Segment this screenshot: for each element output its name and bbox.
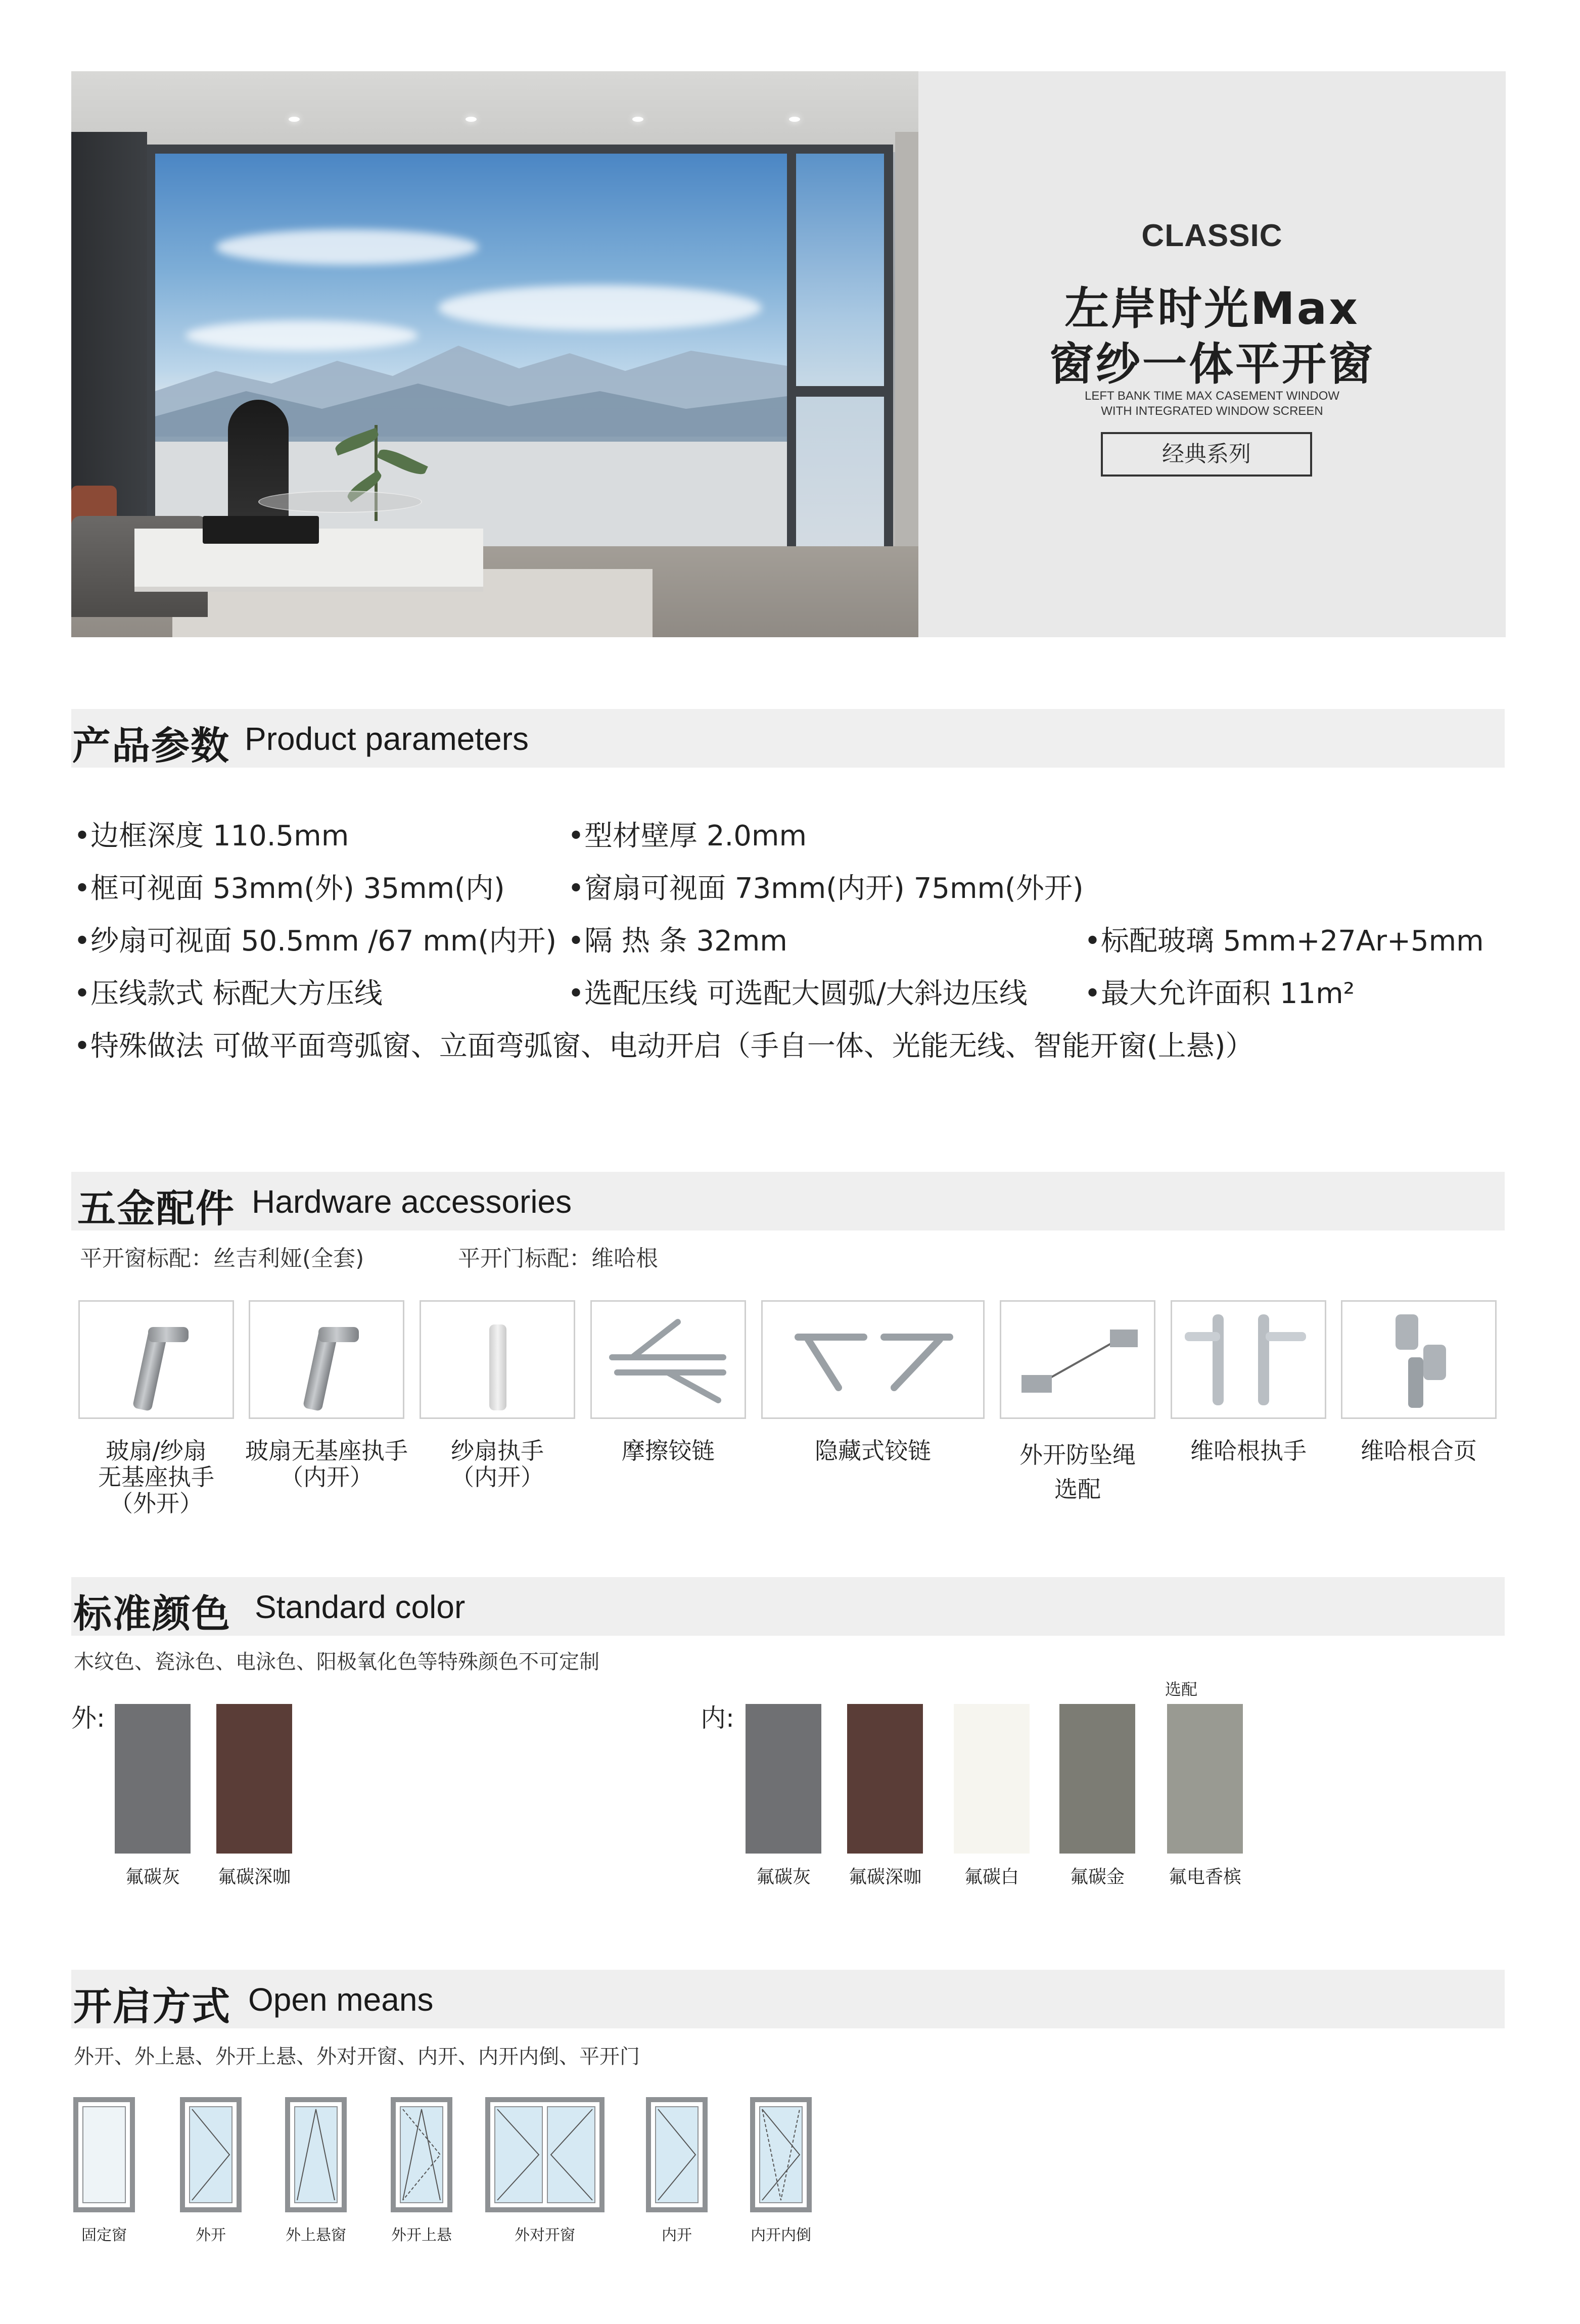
hw-item-1 — [78, 1300, 234, 1419]
hw-label-5: 隐藏式铰链 — [815, 1437, 931, 1464]
safety-cable-icon — [1001, 1302, 1154, 1417]
open-label-inward: 内开 — [662, 2226, 692, 2244]
open-label-outward: 外开 — [196, 2226, 226, 2244]
swatch-inner-champagne — [1167, 1704, 1243, 1854]
product-subtitle: 窗纱一体平开窗 — [1049, 338, 1375, 390]
swatch-inner-brown-label: 氟碳深咖 — [848, 1867, 921, 1887]
params-heading-zh: 产品参数 — [72, 723, 230, 768]
window-fixed-icon — [73, 2097, 135, 2212]
hw-label-1: 玻扇/纱扇 无基座执手 （外开） — [98, 1437, 214, 1517]
friction-hinge-icon — [592, 1302, 745, 1417]
param-bead-style: •压线款式 标配大方压线 — [74, 977, 383, 1010]
hw-item-4 — [590, 1300, 746, 1419]
hw-label-4: 摩擦铰链 — [622, 1437, 715, 1464]
hw-item-5 — [761, 1300, 985, 1419]
color-heading-zh: 标准颜色 — [73, 1591, 231, 1636]
hw-label-2: 玻扇无基座执手 （内开） — [245, 1437, 408, 1491]
swatch-outer-gray — [115, 1704, 191, 1854]
swatch-inner-white-label: 氟碳白 — [964, 1867, 1019, 1887]
swatch-inner-gold-label: 氟碳金 — [1070, 1867, 1125, 1887]
open-header — [71, 1970, 1505, 2028]
hardware-header — [71, 1172, 1505, 1230]
hw-item-8 — [1341, 1300, 1497, 1419]
outer-label: 外: — [71, 1703, 105, 1733]
param-sash-sightline: •窗扇可视面 73mm(内开) 75mm(外开) — [568, 872, 1084, 905]
hardware-door-note: 平开门标配：维哈根 — [458, 1246, 658, 1271]
window-double-outward-icon — [485, 2097, 605, 2212]
tray — [203, 516, 319, 544]
hw-label-8: 维哈根合页 — [1361, 1437, 1477, 1464]
hw-item-7 — [1171, 1300, 1326, 1419]
open-heading-zh: 开启方式 — [73, 1984, 231, 2029]
window-inward-icon — [646, 2097, 708, 2212]
param-frame-depth: •边框深度 110.5mm — [74, 820, 349, 852]
params-heading-en: Product parameters — [245, 721, 529, 757]
ceiling — [71, 71, 918, 152]
hw-label-6: 外开防坠绳 选配 — [1019, 1441, 1136, 1503]
window-sash-top — [796, 154, 884, 386]
english-title — [918, 389, 1506, 419]
window-outward-top-hung-icon — [391, 2097, 452, 2212]
swatch-inner-champagne-label: 氟电香槟 — [1168, 1867, 1241, 1887]
hardware-heading-en: Hardware accessories — [252, 1183, 572, 1220]
color-header — [71, 1577, 1505, 1636]
hero-room-photo — [71, 71, 918, 637]
english-title-line1: LEFT BANK TIME MAX CASEMENT WINDOW — [1084, 389, 1340, 403]
hero-banner — [71, 71, 1506, 637]
hw-label-3: 纱扇执手 （内开） — [451, 1437, 544, 1491]
hw-item-3 — [420, 1300, 575, 1419]
param-frame-sightline: •框可视面 53mm(外) 35mm(内) — [74, 872, 505, 905]
english-title-line2: WITH INTEGRATED WINDOW SCREEN — [1101, 404, 1323, 418]
door-handle-icon — [1172, 1302, 1325, 1417]
window-top-hung-icon — [285, 2097, 347, 2212]
optional-label: 选配 — [1165, 1680, 1198, 1699]
param-special: •特殊做法 可做平面弯弧窗、立面弯弧窗、电动开启（手自一体、光能无线、智能开窗(上悬)） — [74, 1030, 1254, 1063]
param-glass: •标配玻璃 5mm+27Ar+5mm — [1084, 925, 1484, 958]
hardware-heading-zh: 五金配件 — [77, 1186, 235, 1231]
params-header — [71, 709, 1505, 768]
swatch-inner-brown — [847, 1704, 923, 1854]
hero-text-panel — [918, 71, 1506, 637]
open-note: 外开、外上悬、外开上悬、外对开窗、内开、内开内倒、平开门 — [74, 2045, 640, 2068]
swatch-inner-white — [954, 1704, 1030, 1854]
swatch-outer-brown — [216, 1704, 292, 1854]
screen-handle-icon — [489, 1324, 506, 1410]
color-note: 木纹色、瓷泳色、电泳色、阳极氧化色等特殊颜色不可定制 — [74, 1650, 599, 1674]
glass-side-table — [258, 491, 422, 513]
swatch-inner-gray-label: 氟碳灰 — [756, 1867, 811, 1887]
series-label: CLASSIC — [1141, 218, 1283, 253]
window-outward-icon — [180, 2097, 242, 2212]
param-wall-thickness: •型材壁厚 2.0mm — [568, 820, 807, 852]
hardware-window-note: 平开窗标配：丝吉利娅(全套) — [80, 1246, 364, 1271]
concealed-hinge-icon — [763, 1302, 983, 1417]
door-hinge-icon — [1342, 1302, 1495, 1417]
param-bead-option: •选配压线 可选配大圆弧/大斜边压线 — [568, 977, 1028, 1010]
open-label-top-hung: 外上悬窗 — [286, 2226, 346, 2244]
swatch-inner-gray — [746, 1704, 821, 1854]
window-tilt-turn-icon — [750, 2097, 812, 2212]
hw-label-7: 维哈根执手 — [1190, 1437, 1307, 1464]
lamp — [228, 400, 289, 531]
swatch-inner-gold — [1059, 1704, 1135, 1854]
open-label-outward-top-hung: 外开上悬 — [391, 2226, 452, 2244]
swatch-outer-gray-label: 氟碳灰 — [125, 1867, 180, 1887]
param-screen-sightline: •纱扇可视面 50.5mm /67 mm(内开) — [74, 925, 557, 958]
open-label-fixed: 固定窗 — [81, 2226, 127, 2244]
color-heading-en: Standard color — [255, 1589, 466, 1625]
product-title: 左岸时光Max — [1064, 282, 1360, 335]
param-max-area: •最大允许面积 11m² — [1084, 977, 1355, 1010]
window-mullion — [787, 145, 796, 559]
open-label-double-outward: 外对开窗 — [515, 2226, 575, 2244]
window-sash-bottom — [796, 397, 884, 548]
param-thermal-strip: •隔 热 条 32mm — [568, 925, 787, 958]
open-heading-en: Open means — [248, 1981, 434, 2018]
open-label-tilt-turn: 内开内倒 — [751, 2226, 811, 2244]
swatch-outer-brown-label: 氟碳深咖 — [217, 1867, 291, 1887]
series-badge: 经典系列 — [1101, 432, 1312, 477]
hw-item-2 — [249, 1300, 404, 1419]
inner-label: 内: — [701, 1703, 734, 1733]
hw-item-6 — [1000, 1300, 1155, 1419]
